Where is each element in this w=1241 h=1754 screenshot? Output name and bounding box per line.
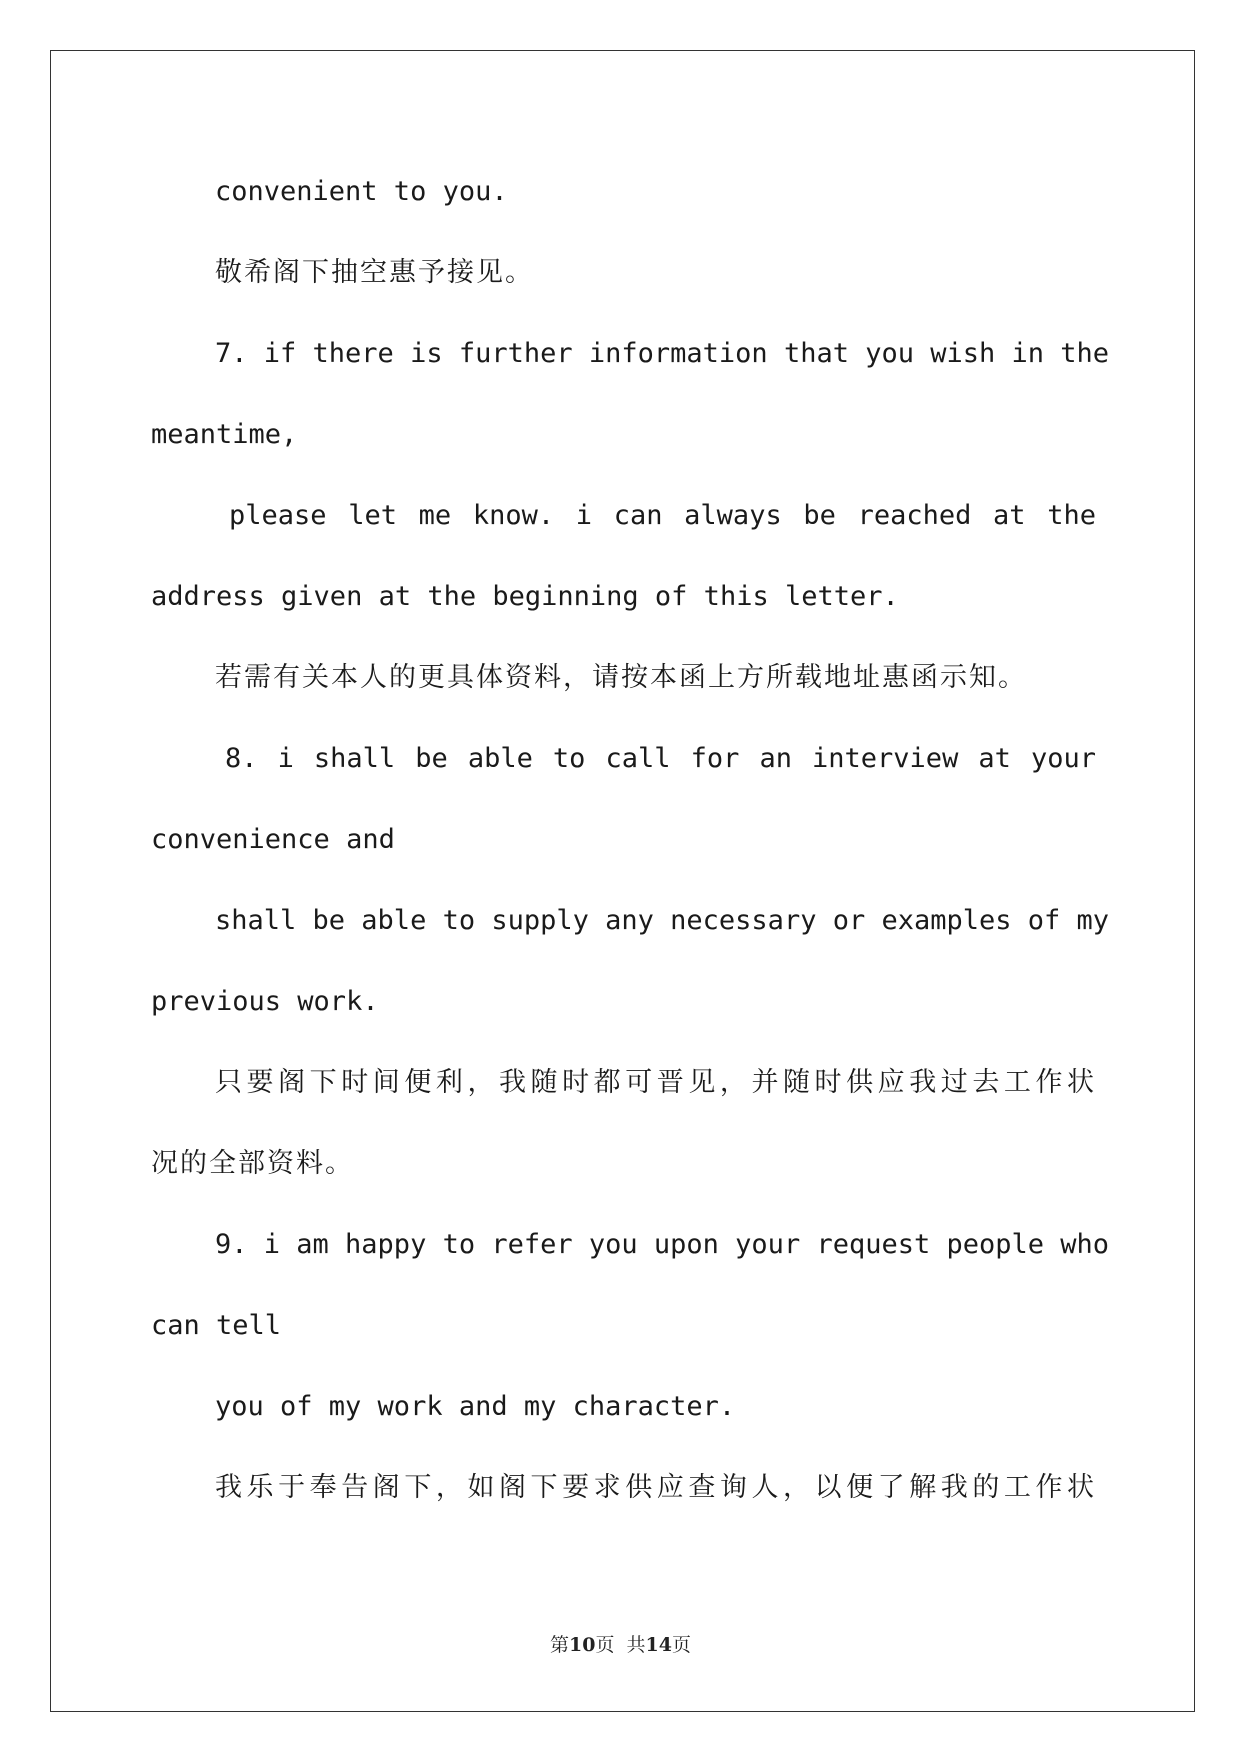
text-line-cjk: 我乐于奉告阁下，如阁下要求供应查询人，以便了解我的工作状 (215, 1472, 1096, 1503)
text-line: can tell (151, 1310, 282, 1341)
page-footer (0, 1630, 1241, 1657)
text-line: convenience and (151, 824, 395, 855)
footer-prefix: 第 (549, 1634, 569, 1656)
text-line: 7. if there is further information that you wish in the (215, 338, 1110, 369)
footer-suffix: 页 (672, 1634, 692, 1656)
text-line: 9. i am happy to refer you upon your request people who (215, 1229, 1110, 1260)
text-line: meantime, (151, 419, 298, 450)
text-line: previous work. (151, 986, 379, 1017)
total-pages-number: 14 (645, 1634, 672, 1656)
current-page-number: 10 (569, 1634, 596, 1656)
text-line-cjk: 敬希阁下抽空惠予接见。 (215, 257, 534, 288)
text-line: convenient to you. (215, 176, 508, 207)
text-line: 8. i shall be able to call for an interview at your (225, 743, 1096, 774)
text-line-cjk: 况的全部资料。 (151, 1148, 354, 1179)
text-line: shall be able to supply any necessary or examples of my (215, 905, 1110, 936)
page-border (50, 50, 1195, 1712)
text-line-cjk: 若需有关本人的更具体资料，请按本函上方所载地址惠函示知。 (215, 662, 1027, 693)
text-line: please let me know. i can always be reached at the (229, 500, 1096, 531)
text-line: you of my work and my character. (215, 1391, 736, 1422)
text-line-cjk: 只要阁下时间便利，我随时都可晋见，并随时供应我过去工作状 (215, 1067, 1096, 1098)
text-line: address given at the beginning of this letter. (151, 581, 899, 612)
footer-mid: 页 共 (595, 1634, 646, 1656)
